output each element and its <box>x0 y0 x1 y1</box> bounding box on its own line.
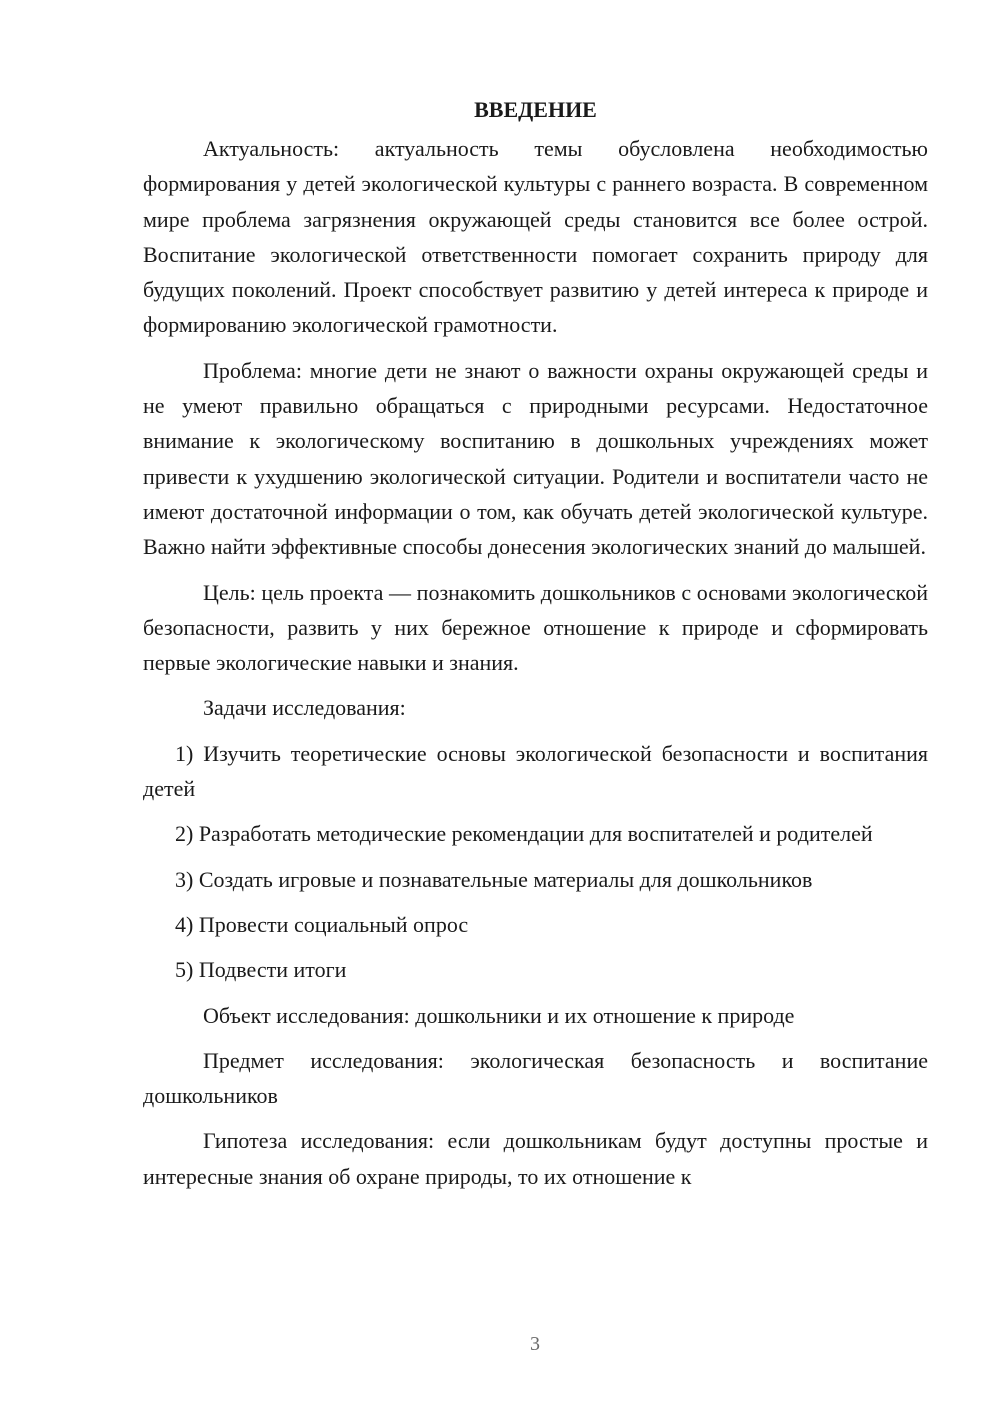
task-item-2: 2) Разработать методические рекомендации для воспитателей и родителей <box>175 821 873 847</box>
tasks-heading: Задачи исследования: <box>203 695 406 721</box>
subject-paragraph: Предмет исследования: экологическая безопасность и воспитание дошкольников <box>143 1047 928 1109</box>
document-page <box>143 92 928 1204</box>
section-heading: ВВЕДЕНИЕ <box>474 97 597 122</box>
task-item-4: 4) Провести социальный опрос <box>175 911 469 937</box>
problem-paragraph: Проблема: многие дети не знают о важности охраны окружающей среды и не умеют правильно обращаться с природными ресурсами. Недостаточное внимание к экологическому воспитанию в дошкольных учреждениях может привести к ухудшению экологической ситуации. Родители и воспитатели часто не имеют достаточной информации о том, как обучать детей экологической культуре. Важно найти эффективные способы донесения экологических знаний до малышей. <box>143 357 928 560</box>
goal-paragraph: Цель: цель проекта — познакомить дошкольников с основами экологической безопасности, развить у них бережное отношение к природе и сформировать первые экологические навыки и знания. <box>143 579 928 676</box>
hypothesis-paragraph: Гипотеза исследования: если дошкольникам будут доступны простые и интересные знания об охране природы, то их отношение к <box>143 1128 928 1189</box>
object-paragraph: Объект исследования: дошкольники и их отношение к природе <box>203 1002 795 1028</box>
task-item-1: 1) Изучить теоретические основы экологической безопасности и воспитания детей <box>143 740 928 802</box>
page-number: 3 <box>530 1333 540 1355</box>
task-item-5: 5) Подвести итоги <box>175 957 347 983</box>
task-item-3: 3) Создать игровые и познавательные материалы для дошкольников <box>175 866 813 892</box>
relevance-paragraph: Актуальность: актуальность темы обусловлена необходимостью формирования у детей экологической культуры с раннего возраста. В современном мире проблема загрязнения окружающей среды становится все более острой. Воспитание экологической ответственности помогает сохранить природу для будущих поколений. Проект способствует развитию у детей интереса к природе и формированию экологической грамотности. <box>143 136 928 338</box>
